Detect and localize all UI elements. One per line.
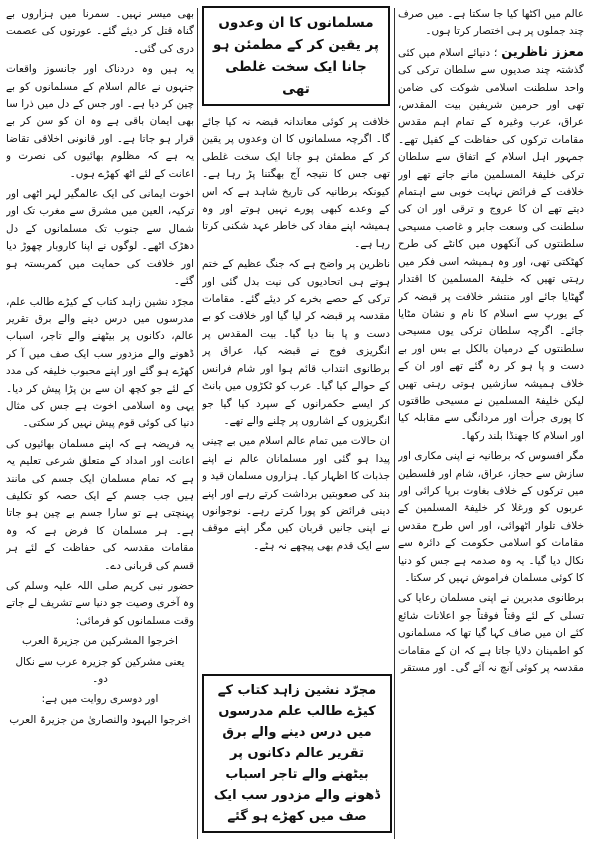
arabic-quote: اخرجوا الیہود والنصاریٰ من جزیرۃ العرب (9, 713, 191, 726)
paragraph: یہ فریضہ ہے کہ اپنے مسلمان بھائیوں کی اعانت اور امداد کے متعلق شرعی تعلیم یہ ہے کہ تمام مسلمان ایک جسم کی مانند ہیں جب جسم کے ایک حصہ کو تکلیف پہنچتی ہے تو سارا جسم بے چین ہو جاتا ہے۔ ہر مسلمان کا فرض ہے کہ وہ مقامات مقدسہ کی حفاظت کے لئے ہر قسم کی قربانی دے۔ (6, 437, 194, 572)
paragraph: ناظرین پر واضح ہے کہ جنگ عظیم کے ختم ہوتے ہی اتحادیوں کی نیت بدل گئی اور ترکی کے حصے بخرے کر دیئے گئے۔ مقامات مقدسہ پر قبضہ کر لیا گیا اور خلافت کو بے دست و پا بنا دیا گیا۔ بیت المقدس پر انگریزی فوج نے قبضہ کیا، عراق پر برطانوی انتداب قائم ہوا اور شام فرانس کے حوالے کیا گیا۔ عرب کو ٹکڑوں میں بانٹ کر ایسے حکمرانوں کے سپرد کیا گیا جو انگریزوں کے اشاروں پر چلنے والے تھے۔ (202, 258, 390, 427)
quote-intro: اور دوسری روایت میں ہے: (41, 693, 159, 706)
section-heading: معزز ناظرین (501, 44, 584, 60)
paragraph: اخوت ایمانی کی ایک عالمگیر لہر اٹھی اور ترکیہ، العین میں مشرق سے مغرب تک اور شمال سے جنوب تک مسلمانوں کے دل دھڑک اٹھے۔ لوگوں نے اپنا کاروبار چھوڑ دیا اور خلافت کی حمایت میں کمربستہ ہو گئے۔ (6, 188, 194, 288)
paragraph: مگر افسوس کہ برطانیہ نے اپنی مکاری اور سازش سے حجاز، عراق، شام اور فلسطین میں ترکوں کے خلاف بغاوت برپا کرائی اور عربوں کو ورغلا کر خلیفۃ المسلمین کے خلاف تلوار اٹھوائی، اور اس طرح مقدس مقامات کو اسلامی حکومت کے دائرہ سے نکال دیا گیا۔ یہ وہ صدمہ ہے جس کو دنیا کا کوئی مسلمان فراموش نہیں کر سکتا۔ (398, 450, 584, 584)
paragraph: بھی میسر نہیں۔ سمرنا میں ہزاروں بے گناہ قتل کر دیئے گئے۔ عورتوں کی عصمت دری کی گئی۔ (6, 8, 194, 55)
column-rule (394, 8, 395, 839)
paragraph: یہ ہیں وہ دردناک اور جانسوز واقعات جنہوں نے عالم اسلام کے مسلمانوں کو بے چین کر دیا ہے۔ اور جس کے دل میں ذرا سا بھی ایمان باقی ہے وہ ان کو سن کر بے قرار ہو جاتا ہے۔ اور قانونی اخلاقی تقاضا یہ ہے کہ مظلوم بھائیوں کی نصرت و اعانت کے لئے اٹھ کھڑے ہوں۔ (6, 63, 194, 180)
paragraph: خلافت پر کوئی معاندانہ قبضہ نہ کیا جائے گا۔ اگرچہ مسلمانوں کا ان وعدوں پر یقین کر کے مطمئن ہو جانا ایک سخت غلطی تھی جس کا نتیجہ آج بھگتنا پڑ رہا ہے۔ کیونکہ برطانیہ کی تاریخ شاہد ہے کہ اس کے وعدے کبھی پورے نہیں ہوتے اور وہ ہمیشہ اپنے مفاد کی خاطر عہد شکنی کرتا رہا ہے۔ (202, 116, 390, 250)
paragraph: عالم میں اکٹھا کیا جا سکتا ہے۔ میں صرف چند جملوں پر ہی اختصار کرتا ہوں۔ (398, 8, 584, 38)
arabic-quote: اخرجوا المشرکین من جزیرۃ العرب (22, 635, 178, 648)
boxed-pull-quote: مجرّد نشین زاہد کتاب کے کیڑے طالب علم مدرسوں میں درس دینے والے برق تقریر عالم دکانوں پر بیٹھنے والے تاجر اسباب ڈھونے والے مزدور سب ایک صف میں کھڑے ہو گئے (202, 674, 392, 833)
left-column (6, 6, 194, 841)
boxed-headline: مسلمانوں کا ان وعدوں پر یقین کر کے مطمئن ہو جانا ایک سخت غلطی تھی (202, 6, 390, 106)
quote-translation: یعنی مشرکین کو جزیرہ عرب سے نکال دو۔ (15, 655, 185, 686)
column-rule (197, 8, 198, 839)
paragraph: مجرّد نشین زاہد کتاب کے کیڑے طالب علم، مدرسوں میں درس دینے والے برق تقریر عالم، دکانوں پر بیٹھنے والے تاجر، اسباب ڈھونے والے مزدور سب ایک صف میں آ کر کھڑے ہو گئے اور اپنے محبوب خلیفہ کی مدد کے لئے جو کچھ ان سے بن پڑا پیش کر دیا۔ یہی وہ اسلامی اخوت ہے جس کی مثال دنیا کی کوئی قوم پیش نہیں کر سکتی۔ (6, 295, 194, 430)
paragraph (398, 44, 584, 445)
right-column (398, 6, 584, 841)
paragraph: برطانوی مدبرین نے اپنی مسلمان رعایا کی تسلی کے لئے وقتاً فوقتاً جو اعلانات شائع کئے ان میں صاف کہا گیا تھا کہ مسلمانوں کو اطمینان دلایا جاتا ہے کہ ان کے مقامات مقدسہ پر کوئی آنچ نہ آئے گی۔ اور مستقر (398, 592, 584, 675)
paragraph: حضور نبی کریم صلی اللہ علیہ وسلم کی وہ آخری وصیت جو دنیا سے تشریف لے جاتے وقت مسلمانوں کو فرمائی: (6, 580, 194, 627)
paragraph: ان حالات میں تمام عالم اسلام میں بے چینی پیدا ہو گئی اور مسلمانان عالم نے اپنے جذبات کا اظہار کیا۔ ہزاروں مسلمان قید و بند کی صعوبتیں برداشت کرتے رہے اور اپنے دینی فرائض کو پورا کرتے رہے۔ نوجوانوں نے اپنی جانیں قربان کیں مگر اپنے موقف سے ایک قدم بھی پیچھے نہ ہٹے۔ (202, 435, 390, 552)
paragraph-text: ؛ دنیائے اسلام میں کئی گذشتہ چند صدیوں سے سلطان ترکی کی واحد سلطنت اسلامی شوکت کی ضامن تھی اور حرمین شریفین بیت المقدس، عراق، عرب وغیرہ کے تمام اہم مقدس مقامات ترکوں کی حفاظت کے کفیل تھے۔ جمہور اہل اسلام کے اتفاق سے سلطان ترکی خلیفۃ المسلمین مانے جاتے تھے اور خلافت کے فرائض نہایت خوبی سے اہتمام دیتے تھے ان کا عروج و ترقی اور ان کی سلطنت کی وسعت جابر و غاصب مسیحی سلطنتوں کی آنکھوں میں کانٹے کی طرح کھٹکتی تھی، اور وہ ہمیشہ اسی فکر میں رہتی تھیں کہ خلیفۃ المسلمین کا اقتدار گھٹایا جائے اور منتشر خلافت پر قبضہ کر کے یورپ سے اسلام کا نام و نشان مٹایا جائے۔ اگرچہ سلطان ترکی یوں مسیحی سلطنتوں کے درمیان بالکل بے بس اور بے دست و پا ہو کر رہ گئے تھے اور ان کے خلاف ہمیشہ سازشیں ہوتی رہتی تھیں لیکن خلیفۃ المسلمین نے مسیحی طاقتوں کا پوری جرأت اور مردانگی سے مقابلہ کیا اور اسلام کا جھنڈا بلند رکھا۔ (398, 46, 584, 442)
